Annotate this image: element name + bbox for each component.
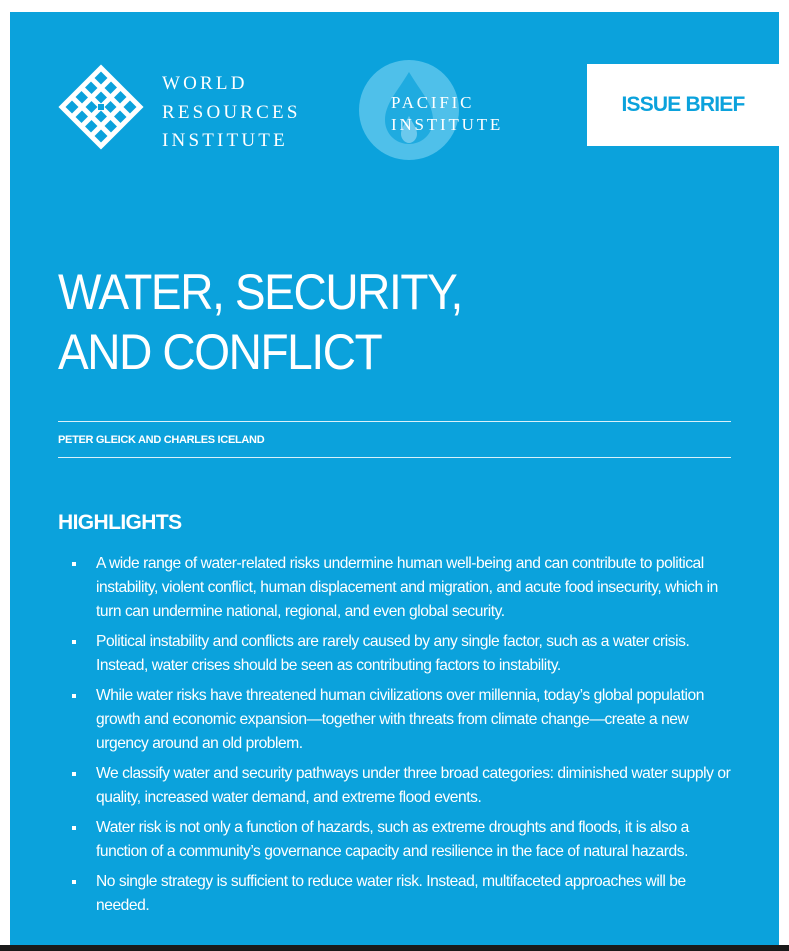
highlight-text: A wide range of water-related risks undermine human well-being and can contribute to political instability, violent conflict, human displacement and migration, and acute food insecurity, which in turn can undermine national, regional, and even global security. (96, 555, 718, 620)
highlight-text: No single strategy is sufficient to reduce water risk. Instead, multifaceted approaches will be needed. (96, 873, 686, 914)
wri-line-1: WORLD (162, 73, 248, 94)
highlights-list (58, 552, 738, 924)
highlight-text: While water risks have threatened human civilizations over millennia, today’s global population growth and economic expansion—together with threats from climate change—create a new urgency around an old problem. (96, 687, 704, 752)
highlight-item (58, 762, 738, 810)
pacific-institute-logo (357, 58, 537, 162)
highlight-item (58, 870, 738, 918)
divider-bottom (58, 457, 731, 458)
wri-logo (58, 64, 308, 154)
highlight-item (58, 630, 738, 678)
authors: PETER GLEICK AND CHARLES ICELAND (58, 434, 265, 446)
cover-page (10, 12, 779, 945)
title-line-2: AND CONFLICT (58, 324, 382, 380)
pacific-wordmark (391, 92, 503, 136)
highlight-item (58, 816, 738, 864)
pacific-line-1: PACIFIC (391, 93, 475, 112)
bullet-icon (72, 772, 76, 776)
title-line-1: WATER, SECURITY, (58, 264, 462, 320)
bullet-icon (72, 694, 76, 698)
divider-top (58, 421, 731, 422)
highlights-heading: HIGHLIGHTS (58, 511, 182, 534)
highlight-item (58, 684, 738, 756)
wri-line-2: RESOURCES (162, 101, 301, 123)
woven-knot-icon (58, 64, 144, 150)
bullet-icon (72, 826, 76, 830)
wri-line-3: INSTITUTE (162, 130, 288, 151)
bullet-icon (72, 640, 76, 644)
highlight-item (58, 552, 738, 624)
highlight-text: We classify water and security pathways under three broad categories: diminished water supply or quality, increased water demand, and extreme flood events. (96, 765, 731, 806)
wri-wordmark (162, 70, 301, 156)
highlight-text: Water risk is not only a function of hazards, such as extreme droughts and floods, it is also a function of a community’s governance capacity and resilience in the face of natural hazards. (96, 819, 689, 860)
issue-brief-badge: ISSUE BRIEF (587, 64, 779, 146)
page-title (58, 262, 462, 382)
bottom-rule (0, 945, 789, 951)
highlight-text: Political instability and conflicts are rarely caused by any single factor, such as a water crisis. Instead, water crises should be seen as contributing factors to instability. (96, 633, 690, 674)
bullet-icon (72, 562, 76, 566)
bullet-icon (72, 880, 76, 884)
pacific-line-2: INSTITUTE (391, 115, 504, 134)
